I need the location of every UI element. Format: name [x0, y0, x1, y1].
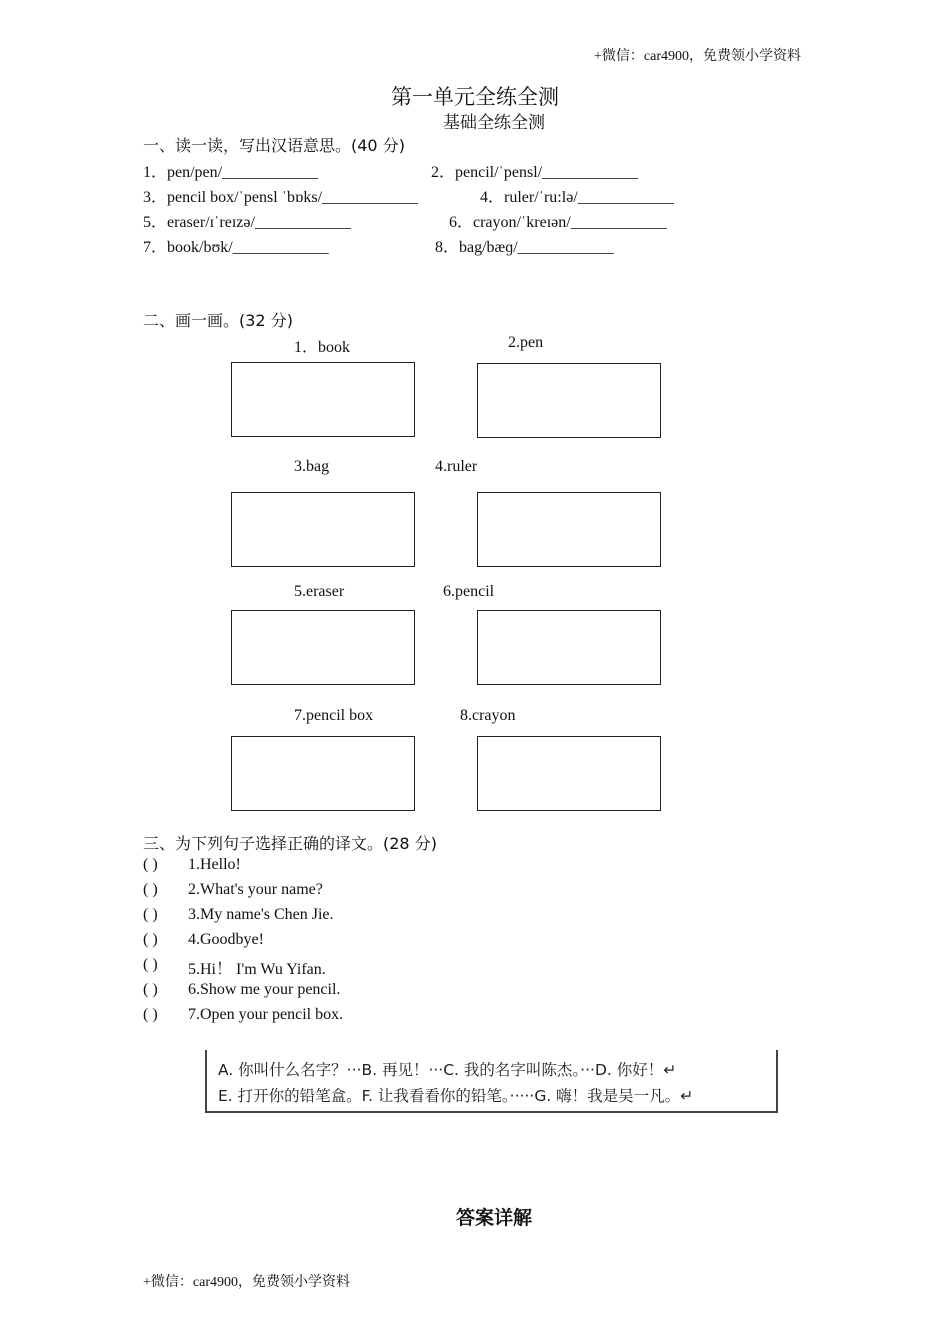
- answer-paren[interactable]: ( ): [143, 956, 158, 973]
- s3-sentence-1: 1.Hello!: [188, 856, 241, 873]
- draw-label-6: 6.pencil: [443, 583, 495, 600]
- s3-sentence-6: 6.Show me your pencil.: [188, 981, 341, 998]
- draw-box-eraser[interactable]: [231, 610, 415, 685]
- section3-heading: 三、为下列句子选择正确的译文。(28 分): [143, 834, 437, 853]
- options-box: [205, 1050, 778, 1113]
- section1-heading: 一、读一读，写出汉语意思。(40 分): [143, 136, 405, 155]
- draw-label-8: 8.crayon: [460, 707, 516, 724]
- draw-label-1: 1．book: [294, 339, 351, 356]
- s3-sentence-3: 3.My name's Chen Jie.: [188, 906, 334, 923]
- answer-paren[interactable]: ( ): [143, 1006, 158, 1023]
- s1-item-8: 8．bag/bæɡ/____________: [435, 239, 614, 256]
- s1-item-6: 6．crayon/ˈkreɪən/____________: [449, 214, 667, 231]
- draw-box-bag[interactable]: [231, 492, 415, 567]
- draw-box-ruler[interactable]: [477, 492, 661, 567]
- page-subtitle: 基础全练全测: [443, 113, 545, 133]
- page-title: 第一单元全练全测: [391, 85, 559, 109]
- draw-label-7: 7.pencil box: [294, 707, 374, 724]
- s1-item-4: 4．ruler/ˈru:lə/____________: [480, 189, 674, 206]
- s3-sentence-7: 7.Open your pencil box.: [188, 1006, 344, 1023]
- s3-sentence-2: 2.What's your name?: [188, 881, 323, 898]
- draw-label-5: 5.eraser: [294, 583, 345, 600]
- options-line-2: E. 打开你的铅笔盒。F. 让我看看你的铅笔。·····G. 嗨！我是吴一凡。↵: [218, 1087, 694, 1105]
- answer-paren[interactable]: ( ): [143, 906, 158, 923]
- options-line-1: A. 你叫什么名字？···B. 再见！···C. 我的名字叫陈杰。···D. 你好！↵: [218, 1061, 677, 1079]
- s3-sentence-4: 4.Goodbye!: [188, 931, 264, 948]
- s3-sentence-5: 5.Hi！ I'm Wu Yifan.: [188, 961, 326, 978]
- draw-box-pencil-box[interactable]: [231, 736, 415, 811]
- answer-paren[interactable]: ( ): [143, 981, 158, 998]
- s1-item-7: 7．book/bʊk/____________: [143, 239, 329, 256]
- draw-label-3: 3.bag: [294, 458, 330, 475]
- answer-paren[interactable]: ( ): [143, 856, 158, 873]
- s1-item-5: 5．eraser/ɪˈreɪzə/____________: [143, 214, 351, 231]
- draw-box-pencil[interactable]: [477, 610, 661, 685]
- header-note: +微信：car4900，免费领小学资料: [594, 49, 801, 64]
- s1-item-1: 1．pen/pen/____________: [143, 164, 319, 181]
- answer-paren[interactable]: ( ): [143, 931, 158, 948]
- draw-box-pen[interactable]: [477, 363, 661, 438]
- section2-heading: 二、画一画。(32 分): [143, 311, 293, 330]
- draw-label-4: 4.ruler: [435, 458, 478, 475]
- footer-note: +微信：car4900，免费领小学资料: [143, 1275, 350, 1290]
- s1-item-3: 3．pencil box/ˈpensl ˈbɒks/____________: [143, 189, 419, 206]
- answer-paren[interactable]: ( ): [143, 881, 158, 898]
- answer-heading: 答案详解: [455, 1207, 532, 1229]
- draw-box-book[interactable]: [231, 362, 415, 437]
- s1-item-2: 2．pencil/ˈpensl/____________: [431, 164, 639, 181]
- draw-box-crayon[interactable]: [477, 736, 661, 811]
- draw-label-2: 2.pen: [508, 334, 544, 351]
